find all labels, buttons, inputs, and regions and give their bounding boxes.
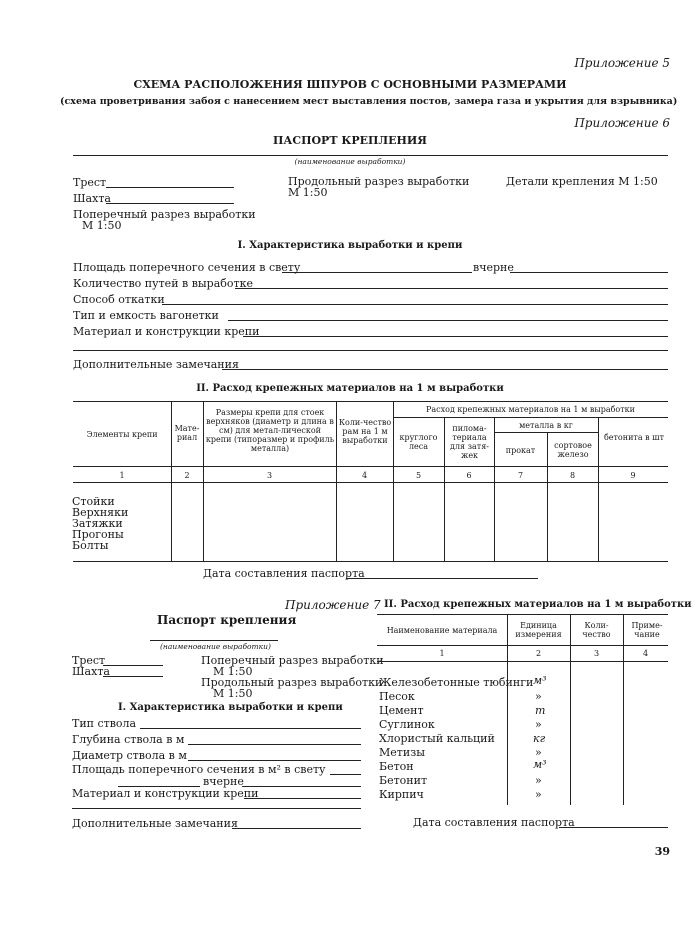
long-section-label-2: Продольный разрез выработки bbox=[201, 676, 383, 689]
tracks-field[interactable] bbox=[235, 288, 668, 289]
haulage-field[interactable] bbox=[162, 304, 668, 305]
section-1-title-2: I. Характеристика выработки и крепи bbox=[118, 702, 343, 713]
header-betonite: бетонита в шт bbox=[603, 433, 665, 442]
row-bolty: Болты bbox=[72, 539, 109, 552]
material-field[interactable] bbox=[243, 336, 668, 337]
t2-row-unit: м³ bbox=[533, 674, 547, 687]
excavation-name-caption-2: (наименование выработки) bbox=[160, 642, 271, 651]
header-consumption: Расход крепежных материалов на 1 м выработки bbox=[426, 405, 635, 414]
row-verkhnyaki: Верхняки bbox=[72, 506, 129, 519]
t2-row-unit: » bbox=[535, 788, 542, 801]
depth-label: Глубина ствола в м bbox=[72, 733, 185, 746]
shakhta-label-2: Шахта bbox=[72, 665, 110, 678]
t2-col-num-4: 4 bbox=[642, 649, 649, 658]
wagon-label: Тип и емкость вагонетки bbox=[73, 309, 219, 322]
header-material-name: Наименование материала bbox=[386, 626, 498, 635]
t2-row-unit: кг bbox=[533, 732, 546, 745]
t2-row-name: Хлористый кальций bbox=[379, 732, 495, 745]
excavation-name-caption: (наименование выработки) bbox=[294, 157, 406, 166]
cross-section-label-2: Поперечный разрез выработки bbox=[201, 654, 384, 667]
depth-field[interactable] bbox=[188, 744, 361, 745]
details-label: Детали крепления М 1:50 bbox=[506, 175, 658, 188]
col-num-4: 4 bbox=[361, 471, 368, 480]
passport-title: ПАСПОРТ КРЕПЛЕНИЯ bbox=[272, 134, 427, 147]
t2-row-name: Железобетонные тюбинги bbox=[379, 676, 534, 689]
excavation-name-line[interactable] bbox=[73, 155, 668, 156]
remarks-field[interactable] bbox=[222, 369, 668, 370]
header-round-timber: круглого леса bbox=[399, 433, 438, 451]
area-field[interactable] bbox=[282, 272, 472, 273]
tracks-label: Количество путей в выработке bbox=[73, 277, 253, 290]
col-num-1: 1 bbox=[119, 471, 125, 480]
page-number: 39 bbox=[654, 845, 670, 858]
area-label-2: Площадь поперечного сечения в м² в свету bbox=[72, 763, 326, 776]
area-field-2[interactable] bbox=[330, 774, 361, 775]
header-frames: Коли-чество рам на 1 м выработки bbox=[338, 418, 392, 445]
wagon-field[interactable] bbox=[228, 320, 668, 321]
col-num-8: 8 bbox=[569, 471, 576, 480]
long-section-scale: М 1:50 bbox=[288, 186, 328, 199]
appendix-5-label: Приложение 5 bbox=[574, 56, 670, 70]
header-sizes: Размеры крепи для стоек верхняков (диаметр и длина в см) для метал-лической крепи (типоразмер и профиль металла) bbox=[205, 408, 335, 453]
scheme-subtitle: (схема проветривания забоя с нанесением мест выставления постов, замера газа и укрытия для взрывника) bbox=[60, 96, 678, 107]
material-field-2-continued[interactable] bbox=[72, 808, 361, 809]
row-progony: Прогоны bbox=[72, 528, 124, 541]
date-label-1: Дата составления паспорта bbox=[203, 567, 365, 580]
t2-row-unit: т bbox=[535, 704, 546, 717]
t2-row-name: Песок bbox=[379, 690, 415, 703]
t2-row-name: Суглинок bbox=[379, 718, 435, 731]
header-note: Приме-чание bbox=[631, 621, 663, 639]
shakhta-field[interactable] bbox=[106, 203, 234, 204]
header-rolled: прокат bbox=[505, 446, 536, 455]
diameter-field[interactable] bbox=[188, 760, 361, 761]
date-label-2: Дата составления паспорта bbox=[413, 816, 575, 829]
t2-row-name: Бетонит bbox=[379, 774, 428, 787]
table-2-title: II. Расход крепежных материалов на 1 м выработки bbox=[384, 599, 692, 610]
trest-field-2[interactable] bbox=[103, 665, 163, 666]
material-field-2[interactable] bbox=[244, 798, 361, 799]
row-stoyki: Стойки bbox=[72, 495, 115, 508]
t2-row-name: Кирпич bbox=[379, 788, 424, 801]
material-field-continued[interactable] bbox=[73, 350, 668, 351]
passport-2-title: Паспорт крепления bbox=[157, 613, 297, 627]
remarks-label-2: Дополнительные замечания bbox=[72, 817, 238, 830]
trest-field[interactable] bbox=[106, 187, 234, 188]
haulage-label: Способ откатки bbox=[73, 293, 165, 306]
material-label-2: Материал и конструкции крепи bbox=[72, 787, 259, 800]
trest-label: Трест bbox=[73, 176, 107, 189]
diameter-label: Диаметр ствола в м bbox=[72, 749, 187, 762]
col-num-5: 5 bbox=[415, 471, 422, 480]
header-elements: Элементы крепи bbox=[86, 430, 158, 439]
col-num-6: 6 bbox=[466, 471, 472, 480]
header-metal: металла в кг bbox=[519, 421, 573, 430]
shaft-type-label: Тип ствола bbox=[72, 717, 137, 730]
scheme-title: СХЕМА РАСПОЛОЖЕНИЯ ШПУРОВ С ОСНОВНЫМИ РАЗМЕРАМИ bbox=[133, 78, 567, 91]
row-zatyazhki: Затяжки bbox=[72, 517, 123, 530]
t2-col-num-2: 2 bbox=[535, 649, 542, 658]
date-field-1[interactable] bbox=[346, 578, 538, 579]
long-section-label: Продольный разрез выработки bbox=[288, 175, 470, 188]
shakhta-label: Шахта bbox=[73, 192, 111, 205]
header-quantity: Коли-чество bbox=[582, 621, 611, 639]
col-num-9: 9 bbox=[630, 471, 636, 480]
vcherne-field[interactable] bbox=[510, 272, 668, 273]
shaft-type-field[interactable] bbox=[140, 728, 361, 729]
t2-col-num-3: 3 bbox=[593, 649, 600, 658]
material-label: Материал и конструкции крепи bbox=[73, 325, 260, 338]
shakhta-field-2[interactable] bbox=[103, 676, 163, 677]
header-material: Мате-риал bbox=[174, 424, 200, 442]
t2-row-unit: » bbox=[535, 774, 542, 787]
vcherne-field-2[interactable] bbox=[242, 786, 361, 787]
appendix-6-label: Приложение 6 bbox=[574, 116, 670, 130]
vcherne-label-2: вчерне bbox=[203, 775, 244, 788]
header-bar-iron: сортовое железо bbox=[554, 441, 592, 459]
col-num-3: 3 bbox=[266, 471, 273, 480]
header-sawn-timber: пилома-териала для затя-жек bbox=[450, 424, 489, 460]
remarks-field-2[interactable] bbox=[232, 828, 361, 829]
col-num-7: 7 bbox=[517, 471, 524, 480]
header-unit: Единица измерения bbox=[515, 621, 562, 639]
excavation-name-line-2[interactable] bbox=[150, 640, 278, 641]
cross-section-scale-2: М 1:50 bbox=[213, 665, 253, 678]
long-section-scale-2: М 1:50 bbox=[213, 687, 253, 700]
trest-label-2: Трест bbox=[72, 654, 106, 667]
t2-row-unit: » bbox=[535, 746, 542, 759]
col-num-2: 2 bbox=[184, 471, 190, 480]
t2-row-unit: » bbox=[535, 718, 542, 731]
date-field-2[interactable] bbox=[559, 827, 668, 828]
area-label: Площадь поперечного сечения в свету bbox=[73, 261, 301, 274]
cross-section-label: Поперечный разрез выработки bbox=[73, 208, 256, 221]
appendix-7-label: Приложение 7 bbox=[285, 598, 381, 612]
cross-section-scale: М 1:50 bbox=[82, 219, 122, 232]
remarks-label: Дополнительные замечания bbox=[73, 358, 239, 371]
t2-row-name: Бетон bbox=[379, 760, 414, 773]
t2-row-unit: » bbox=[535, 690, 542, 703]
t2-row-name: Цемент bbox=[379, 704, 424, 717]
section-2-title: II. Расход крепежных материалов на 1 м выработки bbox=[196, 383, 504, 394]
section-1-title: I. Характеристика выработки и крепи bbox=[237, 240, 463, 251]
t2-row-unit: м³ bbox=[533, 758, 547, 771]
t2-row-name: Метизы bbox=[379, 746, 425, 759]
t2-col-num-1: 1 bbox=[439, 649, 445, 658]
vcherne-label: вчерне bbox=[473, 261, 514, 274]
